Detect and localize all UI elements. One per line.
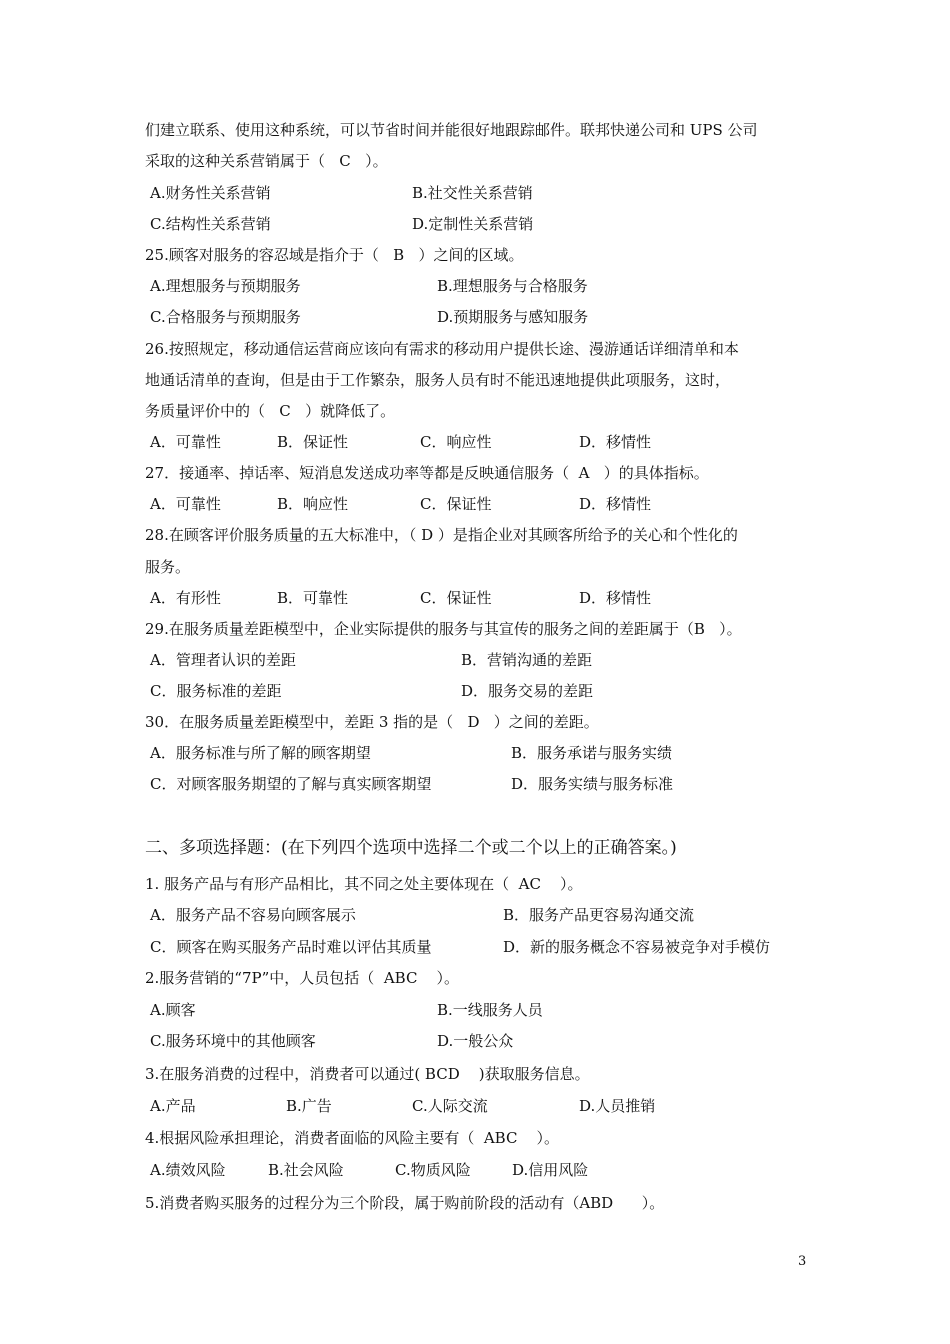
multi-question-3-option-b: B.广告 xyxy=(286,1097,332,1115)
question-27-option-a: A．可靠性 xyxy=(150,495,221,513)
question-24-option-c: C.结构性关系营销 xyxy=(150,215,271,233)
question-25-option-a: A.理想服务与预期服务 xyxy=(150,277,301,295)
question-26-text-line-1: 26.按照规定，移动通信运营商应该向有需求的移动用户提供长途、漫游通话详细清单和本 xyxy=(145,340,739,358)
question-28-option-a: A．有形性 xyxy=(150,589,221,607)
multi-question-4-option-d: D.信用风险 xyxy=(512,1161,589,1179)
question-25-option-c: C.合格服务与预期服务 xyxy=(150,308,301,326)
question-28-text-line-1: 28.在顾客评价服务质量的五大标准中，（ D ）是指企业对其顾客所给予的关心和个性化的 xyxy=(145,526,738,544)
multi-question-2-options-row-2 xyxy=(150,1031,850,1051)
question-24-text-line-2: 采取的这种关系营销属于（ C ）。 xyxy=(145,152,388,170)
multi-question-3-option-d: D.人员推销 xyxy=(579,1097,656,1115)
question-27-options xyxy=(150,494,850,514)
question-28-option-b: B．可靠性 xyxy=(277,589,349,607)
question-29-options-row-2 xyxy=(150,681,850,701)
question-26-option-a: A．可靠性 xyxy=(150,433,221,451)
section-2-heading: 二、多项选择题：(在下列四个选项中选择二个或二个以上的正确答案。) xyxy=(145,838,677,858)
multi-question-3-text: 3.在服务消费的过程中，消费者可以通过( BCD )获取服务信息。 xyxy=(145,1065,590,1083)
question-30-option-b: B．服务承诺与服务实绩 xyxy=(511,744,673,762)
question-29-option-a: A．管理者认识的差距 xyxy=(150,651,296,669)
multi-question-3-option-c: C.人际交流 xyxy=(412,1097,488,1115)
multi-question-1-options-row-2 xyxy=(150,937,850,957)
multi-question-4-option-b: B.社会风险 xyxy=(268,1161,344,1179)
question-25-options-row-1 xyxy=(150,276,850,296)
question-24-text-line-1: 们建立联系、使用这种系统，可以节省时间并能很好地跟踪邮件。联邦快递公司和 UPS 公司 xyxy=(145,121,758,139)
question-30-options-row-1 xyxy=(150,743,850,763)
question-25-options-row-2 xyxy=(150,307,850,327)
multi-question-2-option-d: D.一般公众 xyxy=(437,1032,514,1050)
question-27-text: 27．接通率、掉话率、短消息发送成功率等都是反映通信服务（ A ）的具体指标。 xyxy=(145,464,709,482)
question-30-options-row-2 xyxy=(150,774,850,794)
question-24-option-d: D.定制性关系营销 xyxy=(412,215,534,233)
question-29-option-d: D．服务交易的差距 xyxy=(461,682,594,700)
question-30-option-c: C．对顾客服务期望的了解与真实顾客期望 xyxy=(150,775,432,793)
question-27-option-c: C．保证性 xyxy=(420,495,492,513)
question-24-options-row-1 xyxy=(150,183,850,203)
question-25-option-d: D.预期服务与感知服务 xyxy=(437,308,589,326)
multi-question-1-option-c: C．顾客在购买服务产品时难以评估其质量 xyxy=(150,938,432,956)
multi-question-1-option-d: D．新的服务概念不容易被竞争对手模仿 xyxy=(503,938,771,956)
page-number: 3 xyxy=(798,1254,807,1269)
question-29-text: 29.在服务质量差距模型中，企业实际提供的服务与其宣传的服务之间的差距属于（B ）。 xyxy=(145,620,742,638)
question-26-options xyxy=(150,432,850,452)
question-26-option-b: B．保证性 xyxy=(277,433,349,451)
question-25-option-b: B.理想服务与合格服务 xyxy=(437,277,588,295)
multi-question-1-option-b: B．服务产品更容易沟通交流 xyxy=(503,906,695,924)
question-28-option-c: C．保证性 xyxy=(420,589,492,607)
multi-question-2-option-a: A.顾客 xyxy=(150,1001,196,1019)
question-27-option-b: B．响应性 xyxy=(277,495,349,513)
question-30-option-a: A．服务标准与所了解的顾客期望 xyxy=(150,744,371,762)
question-24-option-a: A.财务性关系营销 xyxy=(150,184,271,202)
question-29-option-c: C．服务标准的差距 xyxy=(150,682,282,700)
multi-question-1-text: 1. 服务产品与有形产品相比，其不同之处主要体现在（ AC ）。 xyxy=(145,875,583,893)
multi-question-2-option-c: C.服务环境中的其他顾客 xyxy=(150,1032,316,1050)
question-24-option-b: B.社交性关系营销 xyxy=(412,184,533,202)
multi-question-5-text: 5.消费者购买服务的过程分为三个阶段，属于购前阶段的活动有（ABD ）。 xyxy=(145,1194,665,1212)
multi-question-3-options xyxy=(150,1096,850,1116)
multi-question-2-text: 2.服务营销的“7P”中，人员包括（ ABC ）。 xyxy=(145,969,460,987)
question-30-text: 30．在服务质量差距模型中，差距 3 指的是（ D ）之间的差距。 xyxy=(145,713,599,731)
multi-question-2-option-b: B.一线服务人员 xyxy=(437,1001,543,1019)
multi-question-2-options-row-1 xyxy=(150,1000,850,1020)
question-28-options xyxy=(150,588,850,608)
question-28-option-d: D．移情性 xyxy=(579,589,652,607)
question-24-options-row-2 xyxy=(150,214,850,234)
question-26-text-line-2: 地通话清单的查询，但是由于工作繁杂，服务人员有时不能迅速地提供此项服务，这时， xyxy=(145,371,731,389)
multi-question-3-option-a: A.产品 xyxy=(150,1097,196,1115)
question-29-options-row-1 xyxy=(150,650,850,670)
multi-question-1-options-row-1 xyxy=(150,905,850,925)
multi-question-4-option-a: A.绩效风险 xyxy=(150,1161,226,1179)
question-26-option-d: D．移情性 xyxy=(579,433,652,451)
multi-question-4-option-c: C.物质风险 xyxy=(395,1161,471,1179)
question-30-option-d: D．服务实绩与服务标准 xyxy=(511,775,674,793)
multi-question-4-text: 4.根据风险承担理论，消费者面临的风险主要有（ ABC ）。 xyxy=(145,1129,560,1147)
question-25-text: 25.顾客对服务的容忍域是指介于（ B ）之间的区域。 xyxy=(145,246,524,264)
question-26-option-c: C．响应性 xyxy=(420,433,492,451)
question-27-option-d: D．移情性 xyxy=(579,495,652,513)
multi-question-4-options xyxy=(150,1160,850,1180)
question-26-text-line-3: 务质量评价中的（ C ）就降低了。 xyxy=(145,402,396,420)
multi-question-1-option-a: A．服务产品不容易向顾客展示 xyxy=(150,906,356,924)
question-29-option-b: B．营销沟通的差距 xyxy=(461,651,593,669)
question-28-text-line-2: 服务。 xyxy=(145,558,191,576)
